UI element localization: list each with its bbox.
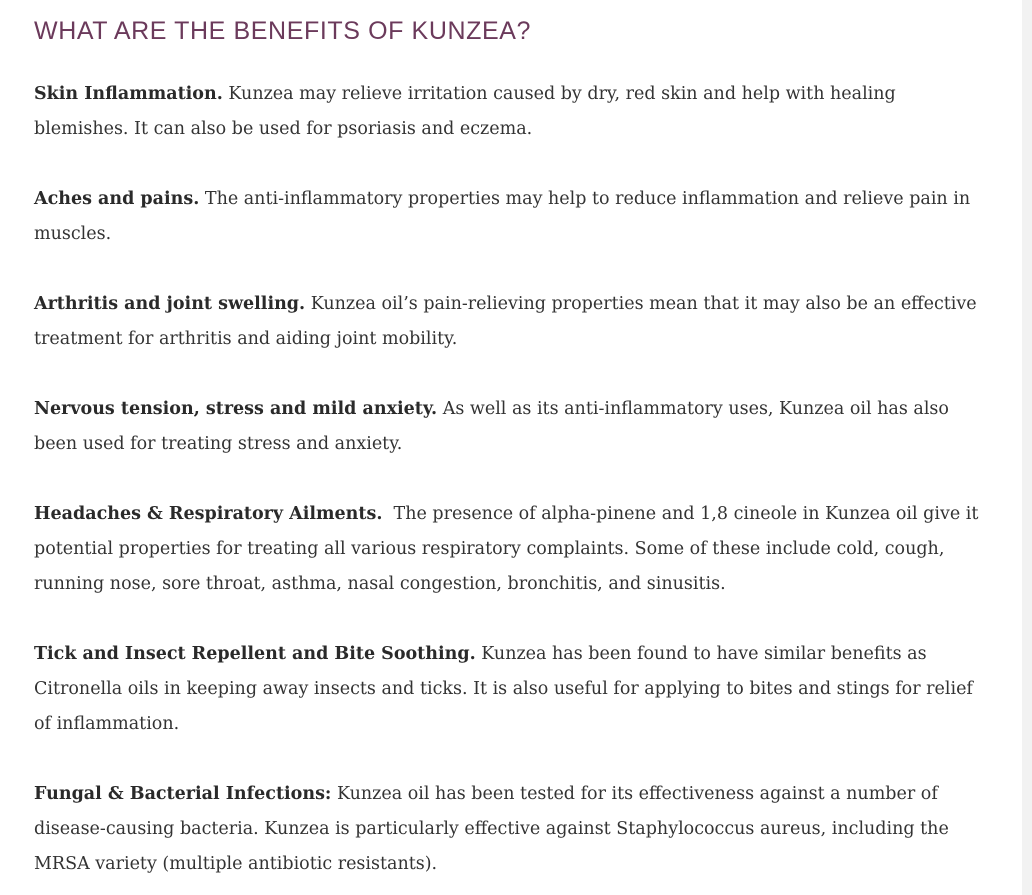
benefit-aches-pains [34,182,989,252]
benefit-title: Skin Inflammation. [34,84,223,104]
article-content [34,0,989,882]
benefit-title: Aches and pains. [34,189,200,209]
scrollbar-track[interactable] [1022,0,1032,895]
benefit-text: Kunzea may relieve irritation caused by dry, red skin and help with healing blemishes. It can also be used for psoriasis and eczema. [34,84,896,139]
benefit-skin-inflammation [34,77,989,147]
benefit-text: The anti-inflammatory properties may help to reduce inflammation and relieve pain in muscles. [34,189,971,244]
benefit-title: Headaches & Respiratory Ailments. [34,504,383,524]
benefit-text: The presence of alpha-pinene and 1,8 cineole in Kunzea oil give it potential properties for treating all various respiratory complaints. Some of these include cold, cough, running nose, sore throat, asthma, nasal congestion, bronchitis, and sinusitis. [34,504,984,594]
benefit-text: Kunzea oil has been tested for its effectiveness against a number of disease-causing bacteria. Kunzea is particularly effective against Staphylococcus aureus, including the MRSA variety (multiple antibiotic resistants). [34,784,949,874]
benefit-nervous-tension [34,392,989,462]
benefit-title: Fungal & Bacterial Infections: [34,784,332,804]
benefit-insect-repellent [34,637,989,742]
benefit-title: Tick and Insect Repellent and Bite Soothing. [34,644,476,664]
benefit-text: As well as its anti-inflammatory uses, Kunzea oil has also been used for treating stress and anxiety. [34,399,949,454]
benefit-text: Kunzea oil’s pain-relieving properties mean that it may also be an effective treatment for arthritis and aiding joint mobility. [34,294,977,349]
benefit-headaches-respiratory [34,497,989,602]
benefit-fungal-bacterial [34,777,989,882]
benefit-arthritis [34,287,989,357]
benefit-title: Arthritis and joint swelling. [34,294,306,314]
benefit-title: Nervous tension, stress and mild anxiety. [34,399,438,419]
benefit-text: Kunzea has been found to have similar benefits as Citronella oils in keeping away insects and ticks. It is also useful for applying to bites and stings for relief of inflammation. [34,644,973,734]
section-heading: WHAT ARE THE BENEFITS OF KUNZEA? [34,17,532,45]
